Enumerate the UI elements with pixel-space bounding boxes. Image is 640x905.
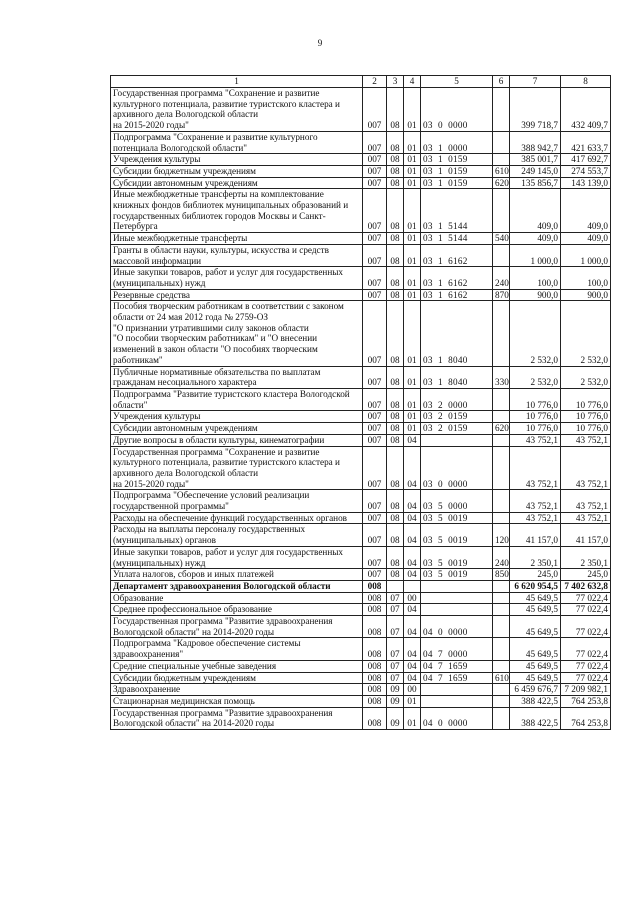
line-name: Уплата налогов, сборов и иных платежей (111, 569, 363, 581)
table-row (111, 569, 611, 581)
table-row (111, 165, 611, 177)
subsection-code: 01 (404, 244, 421, 266)
target-article-code: 03 1 6162 (421, 267, 493, 289)
target-article-code: 03 5 0019 (421, 569, 493, 581)
amount-2017: 43 752,1 (561, 446, 611, 490)
expense-type-code (493, 638, 510, 660)
column-header: 7 (510, 76, 561, 88)
subsection-code: 04 (404, 512, 421, 524)
section-code: 08 (387, 490, 404, 512)
table-row (111, 695, 611, 707)
line-name: Иные закупки товаров, работ и услуг для государственных (муниципальных) нужд (111, 267, 363, 289)
target-article-code: 03 1 8040 (421, 301, 493, 366)
expense-type-code (493, 592, 510, 604)
admin-code: 007 (363, 434, 387, 446)
amount-2017: 43 752,1 (561, 490, 611, 512)
amount-2016: 1 000,0 (510, 244, 561, 266)
admin-code: 008 (363, 660, 387, 672)
column-header: 1 (111, 76, 363, 88)
subsection-code: 04 (404, 638, 421, 660)
line-name: Государственная программа "Сохранение и развитие культурного потенциала, развитие туристского кластера и архивного дела Вологодской области на 2015-2020 годы" (111, 446, 363, 490)
expense-type-code (493, 434, 510, 446)
line-name: Государственная программа "Развитие здравоохранения Вологодской области" на 2014-2020 годы (111, 616, 363, 638)
expense-type-code: 330 (493, 366, 510, 388)
target-article-code: 03 2 0000 (421, 388, 493, 410)
table-row (111, 289, 611, 301)
table-row (111, 301, 611, 366)
table-row (111, 660, 611, 672)
amount-2016: 2 532,0 (510, 301, 561, 366)
table-row (111, 388, 611, 410)
line-name: Среднее профессиональное образование (111, 604, 363, 616)
amount-2017: 43 752,1 (561, 434, 611, 446)
subsection-code: 01 (404, 366, 421, 388)
subsection-code: 04 (404, 434, 421, 446)
expense-type-code (493, 707, 510, 729)
line-name: Образование (111, 592, 363, 604)
amount-2017: 409,0 (561, 189, 611, 233)
table-row (111, 546, 611, 568)
section-code: 08 (387, 546, 404, 568)
line-name: Иные закупки товаров, работ и услуг для государственных (муниципальных) нужд (111, 546, 363, 568)
line-name: Субсидии бюджетным учреждениям (111, 165, 363, 177)
line-name: Гранты в области науки, культуры, искусства и средств массовой информации (111, 244, 363, 266)
section-code: 08 (387, 569, 404, 581)
subsection-code: 04 (404, 546, 421, 568)
table-row (111, 490, 611, 512)
table-row (111, 233, 611, 245)
subsection-code: 04 (404, 446, 421, 490)
admin-code: 007 (363, 446, 387, 490)
target-article-code: 03 5 0019 (421, 524, 493, 546)
table-row (111, 592, 611, 604)
section-code: 08 (387, 411, 404, 423)
line-name: Подпрограмма "Кадровое обеспечение системы здравоохранения" (111, 638, 363, 660)
expense-type-code (493, 660, 510, 672)
subsection-code: 04 (404, 490, 421, 512)
admin-code: 007 (363, 490, 387, 512)
section-code: 08 (387, 233, 404, 245)
amount-2016: 45 649,5 (510, 616, 561, 638)
expense-type-code: 120 (493, 524, 510, 546)
subsection-code: 01 (404, 301, 421, 366)
amount-2016: 45 649,5 (510, 638, 561, 660)
target-article-code: 03 2 0159 (421, 423, 493, 435)
amount-2017: 432 409,7 (561, 88, 611, 132)
amount-2017: 77 022,4 (561, 660, 611, 672)
amount-2016: 388 422,5 (510, 695, 561, 707)
section-code: 09 (387, 684, 404, 696)
expense-type-code (493, 446, 510, 490)
admin-code: 007 (363, 244, 387, 266)
section-code: 08 (387, 289, 404, 301)
amount-2016: 10 776,0 (510, 423, 561, 435)
table-row (111, 446, 611, 490)
section-code: 08 (387, 301, 404, 366)
amount-2017: 417 692,7 (561, 154, 611, 166)
table-row (111, 434, 611, 446)
amount-2016: 409,0 (510, 189, 561, 233)
expense-type-code (493, 604, 510, 616)
amount-2016: 399 718,7 (510, 88, 561, 132)
subsection-code: 01 (404, 411, 421, 423)
column-header: 2 (363, 76, 387, 88)
amount-2016: 385 001,7 (510, 154, 561, 166)
subsection-code: 04 (404, 569, 421, 581)
target-article-code: 04 7 1659 (421, 660, 493, 672)
table-row (111, 189, 611, 233)
amount-2017: 764 253,8 (561, 707, 611, 729)
subsection-code (404, 580, 421, 592)
admin-code: 007 (363, 388, 387, 410)
line-name: Подпрограмма "Развитие туристского кластера Вологодской области" (111, 388, 363, 410)
table-row (111, 580, 611, 592)
amount-2017: 143 139,0 (561, 177, 611, 189)
column-header: 5 (421, 76, 493, 88)
table-row (111, 684, 611, 696)
amount-2016: 10 776,0 (510, 388, 561, 410)
target-article-code: 03 1 6162 (421, 244, 493, 266)
admin-code: 008 (363, 580, 387, 592)
section-code: 08 (387, 388, 404, 410)
admin-code: 007 (363, 301, 387, 366)
column-header: 3 (387, 76, 404, 88)
amount-2016: 2 350,1 (510, 546, 561, 568)
amount-2016: 43 752,1 (510, 490, 561, 512)
amount-2017: 77 022,4 (561, 616, 611, 638)
subsection-code: 01 (404, 695, 421, 707)
expense-type-code (493, 388, 510, 410)
amount-2017: 1 000,0 (561, 244, 611, 266)
table-row (111, 154, 611, 166)
amount-2017: 2 350,1 (561, 546, 611, 568)
amount-2017: 10 776,0 (561, 411, 611, 423)
section-code: 09 (387, 707, 404, 729)
admin-code: 007 (363, 165, 387, 177)
section-code: 08 (387, 423, 404, 435)
table-row (111, 267, 611, 289)
section-code: 07 (387, 672, 404, 684)
target-article-code: 03 1 8040 (421, 366, 493, 388)
admin-code: 007 (363, 289, 387, 301)
table-row (111, 638, 611, 660)
admin-code: 008 (363, 604, 387, 616)
table-row (111, 512, 611, 524)
amount-2017: 77 022,4 (561, 592, 611, 604)
section-code: 08 (387, 524, 404, 546)
target-article-code: 04 0 0000 (421, 707, 493, 729)
amount-2017: 43 752,1 (561, 512, 611, 524)
amount-2016: 41 157,0 (510, 524, 561, 546)
line-name: Субсидии автономным учреждениям (111, 423, 363, 435)
table-row (111, 604, 611, 616)
target-article-code: 03 1 5144 (421, 233, 493, 245)
section-code: 08 (387, 131, 404, 153)
amount-2017: 77 022,4 (561, 604, 611, 616)
amount-2017: 7 402 632,8 (561, 580, 611, 592)
expense-type-code (493, 189, 510, 233)
line-name: Учреждения культуры (111, 154, 363, 166)
line-name: Расходы на обеспечение функций государственных органов (111, 512, 363, 524)
amount-2016: 45 649,5 (510, 592, 561, 604)
line-name: Подпрограмма "Обеспечение условий реализации государственной программы" (111, 490, 363, 512)
section-code: 08 (387, 434, 404, 446)
admin-code: 007 (363, 569, 387, 581)
amount-2017: 100,0 (561, 267, 611, 289)
target-article-code: 04 0 0000 (421, 616, 493, 638)
section-code: 09 (387, 695, 404, 707)
subsection-code: 01 (404, 233, 421, 245)
subsection-code: 00 (404, 684, 421, 696)
subsection-code: 04 (404, 616, 421, 638)
target-article-code: 04 7 0000 (421, 638, 493, 660)
amount-2017: 77 022,4 (561, 672, 611, 684)
target-article-code: 03 0 0000 (421, 88, 493, 132)
admin-code: 007 (363, 411, 387, 423)
section-code: 07 (387, 592, 404, 604)
admin-code: 007 (363, 88, 387, 132)
table-row (111, 244, 611, 266)
admin-code: 007 (363, 366, 387, 388)
admin-code: 007 (363, 131, 387, 153)
admin-code: 007 (363, 154, 387, 166)
admin-code: 008 (363, 684, 387, 696)
subsection-code: 01 (404, 88, 421, 132)
amount-2017: 41 157,0 (561, 524, 611, 546)
table-row (111, 88, 611, 132)
line-name: Средние специальные учебные заведения (111, 660, 363, 672)
line-name: Расходы на выплаты персоналу государственных (муниципальных) органов (111, 524, 363, 546)
subsection-code: 04 (404, 660, 421, 672)
line-name: Субсидии бюджетным учреждениям (111, 672, 363, 684)
subsection-code: 01 (404, 189, 421, 233)
amount-2016: 900,0 (510, 289, 561, 301)
table-row (111, 366, 611, 388)
expense-type-code (493, 580, 510, 592)
amount-2016: 43 752,1 (510, 512, 561, 524)
amount-2016: 6 620 954,5 (510, 580, 561, 592)
target-article-code (421, 684, 493, 696)
amount-2017: 2 532,0 (561, 301, 611, 366)
section-code: 08 (387, 244, 404, 266)
table-row (111, 616, 611, 638)
admin-code: 007 (363, 423, 387, 435)
section-code: 08 (387, 267, 404, 289)
expense-type-code: 850 (493, 569, 510, 581)
line-name: Публичные нормативные обязательства по выплатам гражданам несоциального характера (111, 366, 363, 388)
subsection-code: 01 (404, 388, 421, 410)
target-article-code: 03 5 0000 (421, 490, 493, 512)
subsection-code: 01 (404, 165, 421, 177)
target-article-code: 03 0 0000 (421, 446, 493, 490)
line-name: Учреждения культуры (111, 411, 363, 423)
line-name: Пособия творческим работникам в соответствии с законом области от 24 мая 2012 года № 2759-ОЗ "О признании утратившими силу законов области "О пособии творческим работникам" и "О внесении изменений в закон области "О пособиях творческим работникам" (111, 301, 363, 366)
amount-2016: 45 649,5 (510, 604, 561, 616)
target-article-code: 03 1 0159 (421, 177, 493, 189)
admin-code: 007 (363, 189, 387, 233)
amount-2016: 45 649,5 (510, 672, 561, 684)
admin-code: 007 (363, 233, 387, 245)
admin-code: 008 (363, 672, 387, 684)
budget-table (110, 75, 611, 730)
expense-type-code: 620 (493, 177, 510, 189)
section-code: 07 (387, 638, 404, 660)
expense-type-code: 610 (493, 672, 510, 684)
expense-type-code (493, 616, 510, 638)
table-row (111, 707, 611, 729)
line-name: Государственная программа "Развитие здравоохранения Вологодской области" на 2014-2020 годы (111, 707, 363, 729)
target-article-code: 03 1 0159 (421, 165, 493, 177)
table-row (111, 524, 611, 546)
expense-type-code (493, 512, 510, 524)
section-code: 08 (387, 154, 404, 166)
target-article-code: 03 1 5144 (421, 189, 493, 233)
section-code: 08 (387, 446, 404, 490)
amount-2016: 10 776,0 (510, 411, 561, 423)
target-article-code (421, 434, 493, 446)
line-name: Субсидии автономным учреждениям (111, 177, 363, 189)
amount-2017: 10 776,0 (561, 388, 611, 410)
line-name: Государственная программа "Сохранение и развитие культурного потенциала, развитие туристского кластера и архивного дела Вологодской области на 2015-2020 годы" (111, 88, 363, 132)
amount-2017: 10 776,0 (561, 423, 611, 435)
admin-code: 007 (363, 546, 387, 568)
admin-code: 008 (363, 616, 387, 638)
expense-type-code (493, 301, 510, 366)
amount-2017: 409,0 (561, 233, 611, 245)
target-article-code: 03 2 0159 (421, 411, 493, 423)
target-article-code (421, 695, 493, 707)
expense-type-code: 240 (493, 546, 510, 568)
column-header-row (111, 76, 611, 88)
expense-type-code (493, 695, 510, 707)
amount-2016: 388 942,7 (510, 131, 561, 153)
amount-2017: 245,0 (561, 569, 611, 581)
section-code: 08 (387, 177, 404, 189)
line-name: Здравоохранение (111, 684, 363, 696)
table-row (111, 411, 611, 423)
target-article-code (421, 580, 493, 592)
amount-2016: 245,0 (510, 569, 561, 581)
amount-2016: 43 752,1 (510, 434, 561, 446)
admin-code: 007 (363, 512, 387, 524)
target-article-code: 03 1 0159 (421, 154, 493, 166)
target-article-code (421, 592, 493, 604)
line-name: Департамент здравоохранения Вологодской области (111, 580, 363, 592)
amount-2016: 2 532,0 (510, 366, 561, 388)
line-name: Другие вопросы в области культуры, кинематографии (111, 434, 363, 446)
section-code: 07 (387, 660, 404, 672)
expense-type-code: 620 (493, 423, 510, 435)
expense-type-code (493, 244, 510, 266)
line-name: Подпрограмма "Сохранение и развитие культурного потенциала Вологодской области" (111, 131, 363, 153)
amount-2017: 2 532,0 (561, 366, 611, 388)
subsection-code: 01 (404, 707, 421, 729)
subsection-code: 01 (404, 423, 421, 435)
amount-2017: 421 633,7 (561, 131, 611, 153)
subsection-code: 00 (404, 592, 421, 604)
amount-2017: 764 253,8 (561, 695, 611, 707)
expense-type-code (493, 490, 510, 512)
expense-type-code (493, 154, 510, 166)
section-code: 08 (387, 165, 404, 177)
line-name: Стационарная медицинская помощь (111, 695, 363, 707)
amount-2017: 77 022,4 (561, 638, 611, 660)
amount-2016: 409,0 (510, 233, 561, 245)
expense-type-code: 540 (493, 233, 510, 245)
subsection-code: 04 (404, 604, 421, 616)
expense-type-code (493, 131, 510, 153)
subsection-code: 01 (404, 177, 421, 189)
line-name: Иные межбюджетные трансферты (111, 233, 363, 245)
expense-type-code (493, 411, 510, 423)
section-code (387, 580, 404, 592)
subsection-code: 04 (404, 524, 421, 546)
amount-2016: 6 459 676,7 (510, 684, 561, 696)
line-name: Иные межбюджетные трансферты на комплектование книжных фондов библиотек муниципальных образований и государственных библиотек городов Москвы и Санкт-Петербурга (111, 189, 363, 233)
column-header: 8 (561, 76, 611, 88)
target-article-code: 03 5 0019 (421, 546, 493, 568)
amount-2016: 45 649,5 (510, 660, 561, 672)
admin-code: 007 (363, 267, 387, 289)
admin-code: 008 (363, 638, 387, 660)
admin-code: 008 (363, 695, 387, 707)
amount-2016: 135 856,7 (510, 177, 561, 189)
subsection-code: 04 (404, 672, 421, 684)
table-row (111, 177, 611, 189)
section-code: 08 (387, 512, 404, 524)
target-article-code (421, 604, 493, 616)
section-code: 08 (387, 189, 404, 233)
admin-code: 008 (363, 592, 387, 604)
target-article-code: 03 5 0019 (421, 512, 493, 524)
amount-2017: 900,0 (561, 289, 611, 301)
target-article-code: 04 7 1659 (421, 672, 493, 684)
subsection-code: 01 (404, 131, 421, 153)
admin-code: 007 (363, 177, 387, 189)
table-row (111, 672, 611, 684)
table-row (111, 131, 611, 153)
subsection-code: 01 (404, 289, 421, 301)
admin-code: 008 (363, 707, 387, 729)
amount-2016: 100,0 (510, 267, 561, 289)
expense-type-code: 240 (493, 267, 510, 289)
target-article-code: 03 1 6162 (421, 289, 493, 301)
expense-type-code: 610 (493, 165, 510, 177)
expense-type-code (493, 684, 510, 696)
amount-2017: 7 209 982,1 (561, 684, 611, 696)
target-article-code: 03 1 0000 (421, 131, 493, 153)
amount-2016: 388 422,5 (510, 707, 561, 729)
expense-type-code (493, 88, 510, 132)
line-name: Резервные средства (111, 289, 363, 301)
table-row (111, 423, 611, 435)
expense-type-code: 870 (493, 289, 510, 301)
column-header: 6 (493, 76, 510, 88)
admin-code: 007 (363, 524, 387, 546)
subsection-code: 01 (404, 154, 421, 166)
section-code: 08 (387, 88, 404, 132)
page-number: 9 (317, 38, 323, 48)
column-header: 4 (404, 76, 421, 88)
section-code: 07 (387, 616, 404, 638)
amount-2016: 249 145,0 (510, 165, 561, 177)
subsection-code: 01 (404, 267, 421, 289)
section-code: 08 (387, 366, 404, 388)
section-code: 07 (387, 604, 404, 616)
amount-2017: 274 553,7 (561, 165, 611, 177)
amount-2016: 43 752,1 (510, 446, 561, 490)
